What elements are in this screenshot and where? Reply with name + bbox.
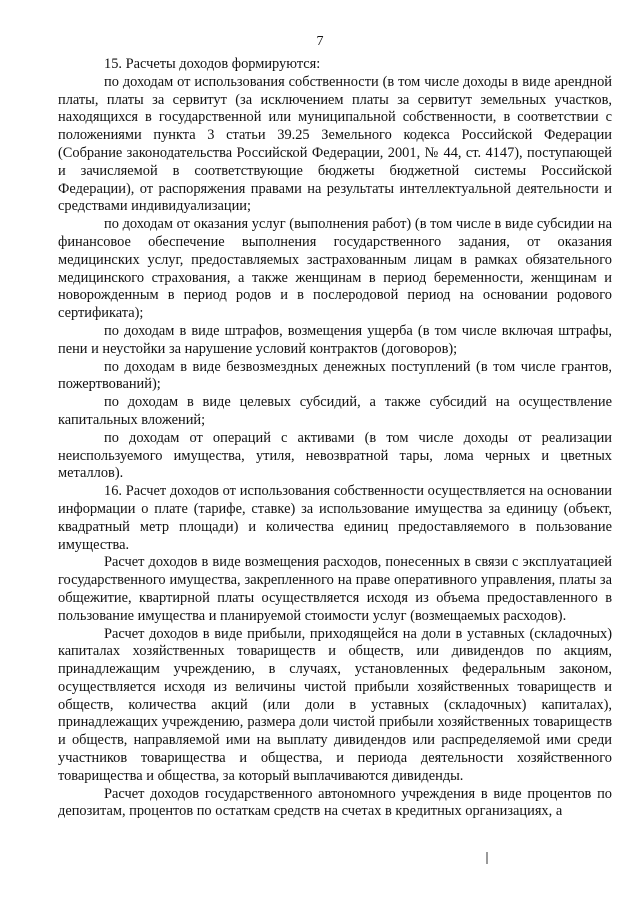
paragraph-dividends: Расчет доходов в виде прибыли, приходящейся на доли в уставных (складочных) капиталах хозяйственных товариществ и обществ, или дивидендов по акциям, принадлежащим учреждению, в случаях, установленных федеральным законом, осуществляется исходя из величины чистой прибыли хозяйственных товариществ и обществ, количества акций (или доли в уставных (складочных) капиталах), принадлежащих учреждению, размера доли чистой прибыли хозяйственных товариществ и обществ, направляемой ими на выплату дивидендов или распределяемой ими среди участников товарищества и общества, и периода деятельности хозяйственного товарищества и общества, за который выплачиваются дивиденды. [58,625,612,784]
page-number: 7 [316,34,324,49]
paragraph-services-income: по доходам от оказания услуг (выполнения работ) (в том числе в виде субсидии на финансовое обеспечение выполнения государственного задания, от оказания медицинских услуг, предоставляемых застрахованным лицам в рамках обязательного медицинского страхования, а также женщинам в период беременности, женщинам и новорожденным в период родов и в послеродовой период на основании родового сертификата); [58,216,612,322]
paragraph-expense-reimbursement: Расчет доходов в виде возмещения расходов, понесенных в связи с эксплуатацией государственного имущества, закрепленного на праве оперативного управления, платы за общежитие, квартирной платы осуществляется исходя из объема предоставленного в пользование имущества и планируемой стоимости услуг (возмещаемых расходов). [58,554,612,624]
paragraph-gratuitous-income: по доходам в виде безвозмездных денежных поступлений (в том числе грантов, пожертвований); [58,358,612,393]
document-body [58,56,612,821]
section-16-paragraph: 16. Расчет доходов от использования собственности осуществляется на основании информации о плате (тарифе, ставке) за использование имущества за единицу (объект, квадратный метр площади) и количества единиц предоставляемого в пользование имущества. [58,483,612,553]
paragraph-asset-operations: по доходам от операций с активами (в том числе доходы от реализации неиспользуемого имущества, утиля, невозвратной тары, лома черных и цветных металлов). [58,429,612,482]
paragraph-property-income: по доходам от использования собственности (в том числе доходы в виде арендной платы, платы за сервитут (за исключением платы за сервитут земельных участков, находящихся в государственной или муниципальной собственности, в соответствии с положениями пункта 3 статьи 39.25 Земельного кодекса Российской Федерации (Собрание законодательства Российской Федерации, 2001, № 44, ст. 4147), поступающей и зачисляемой в соответствующие бюджеты бюджетной системы Российской Федерации), от распоряжения правами на результаты интеллектуальной деятельности и средствами индивидуализации; [58,73,612,215]
scan-artifact-mark [486,852,488,864]
paragraph-deposit-interest: Расчет доходов государственного автономного учреждения в виде процентов по депозитам, процентов по остаткам средств на счетах в кредитных организациях, а [58,785,612,820]
paragraph-target-subsidies: по доходам в виде целевых субсидий, а также субсидий на осуществление капитальных вложений; [58,394,612,428]
paragraph-fines-income: по доходам в виде штрафов, возмещения ущерба (в том числе включая штрафы, пени и неустойки за нарушение условий контрактов (договоров); [58,322,612,357]
section-15-heading: 15. Расчеты доходов формируются: [104,56,321,72]
